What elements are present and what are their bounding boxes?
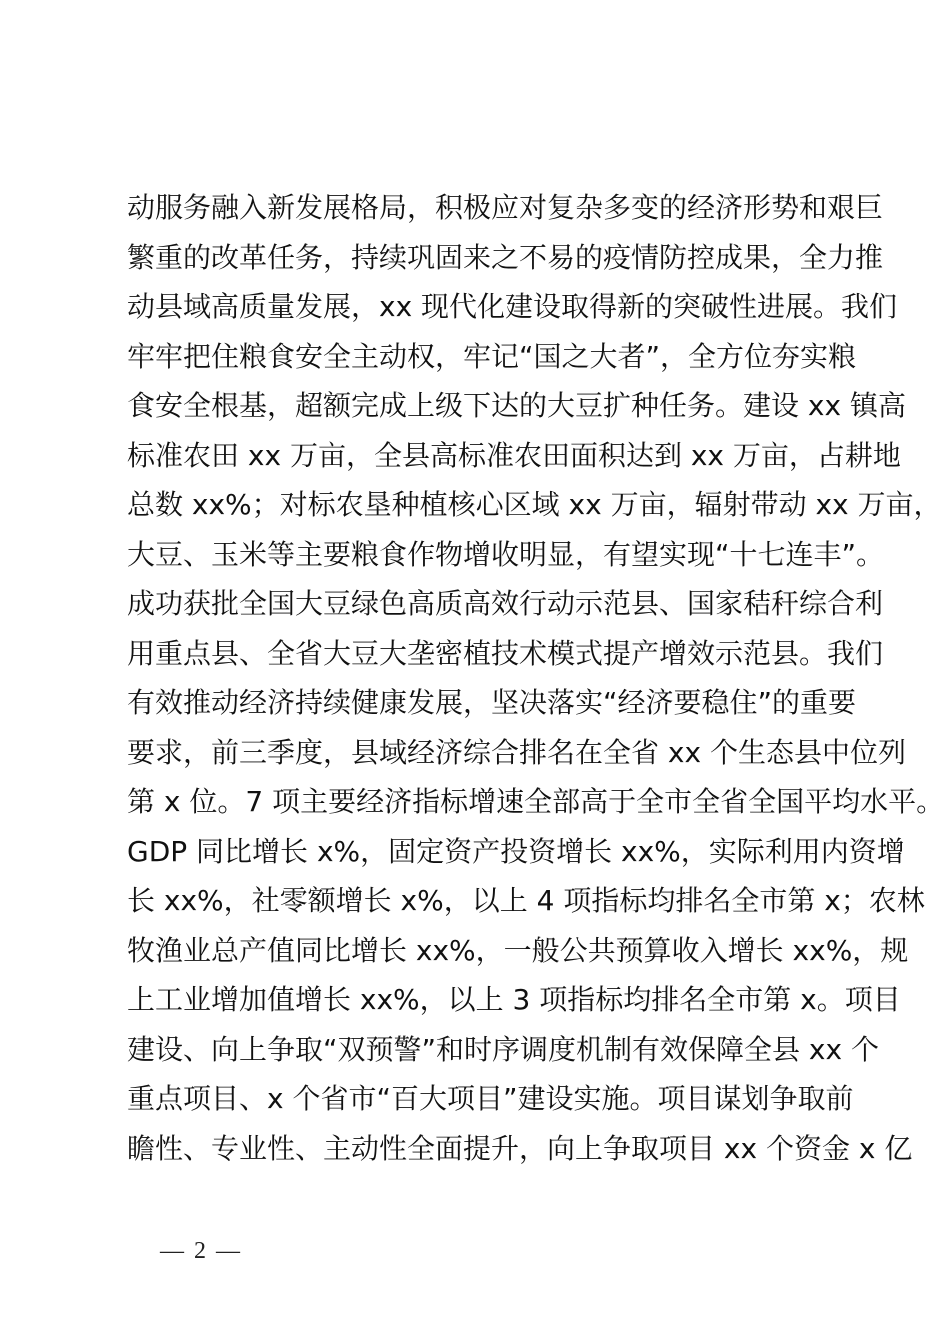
text-line: 瞻性、专业性、主动性全面提升，向上争取项目 xx 个资金 x 亿 (127, 1131, 913, 1165)
text-line: 牧渔业总产值同比增长 xx%，一般公共预算收入增长 xx%，规 (127, 933, 909, 967)
text-line: GDP 同比增长 x%，固定资产投资增长 xx%，实际利用内资增 (127, 834, 905, 868)
text-line: 要求，前三季度，县域经济综合排名在全省 xx 个生态县中位列 (127, 735, 906, 769)
text-line: 标准农田 xx 万亩，全县高标准农田面积达到 xx 万亩，占耕地 (127, 438, 901, 472)
text-line: 有效推动经济持续健康发展，坚决落实“经济要稳住”的重要 (127, 686, 857, 719)
text-line: 第 x 位。7 项主要经济指标增速全部高于全市全省全国平均水平。 (127, 785, 945, 818)
body-text (127, 183, 945, 1173)
text-line: 成功获批全国大豆绿色高质高效行动示范县、国家秸秆综合利 (127, 587, 884, 620)
text-line: 建设、向上争取“双预警”和时序调度机制有效保障全县 xx 个 (127, 1032, 879, 1066)
text-line: 总数 xx%；对标农垦种植核心区域 xx 万亩，辐射带动 xx 万亩， (127, 488, 942, 521)
text-line: 用重点县、全省大豆大垄密植技术模式提产增效示范县。我们 (127, 636, 884, 670)
text-line: 长 xx%，社零额增长 x%，以上 4 项指标均排名全市第 x；农林 (127, 884, 925, 917)
text-line: 繁重的改革任务，持续巩固来之不易的疫情防控成果，全力推 (127, 240, 884, 274)
text-line: 大豆、玉米等主要粮食作物增收明显，有望实现“十七连丰”。 (127, 537, 885, 571)
text-line: 动县域高质量发展，xx 现代化建设取得新的突破性进展。我们 (127, 290, 898, 323)
page-number: — 2 — (160, 1238, 242, 1264)
text-line: 上工业增加值增长 xx%，以上 3 项指标均排名全市第 x。项目 (127, 983, 901, 1016)
text-line: 牢牢把住粮食安全主动权，牢记“国之大者”，全方位夯实粮 (127, 339, 857, 373)
text-line: 食安全根基，超额完成上级下达的大豆扩种任务。建设 xx 镇高 (127, 389, 906, 422)
text-line: 动服务融入新发展格局，积极应对复杂多变的经济形势和艰巨 (127, 191, 884, 224)
text-line: 重点项目、x 个省市“百大项目”建设实施。项目谋划争取前 (127, 1082, 854, 1115)
